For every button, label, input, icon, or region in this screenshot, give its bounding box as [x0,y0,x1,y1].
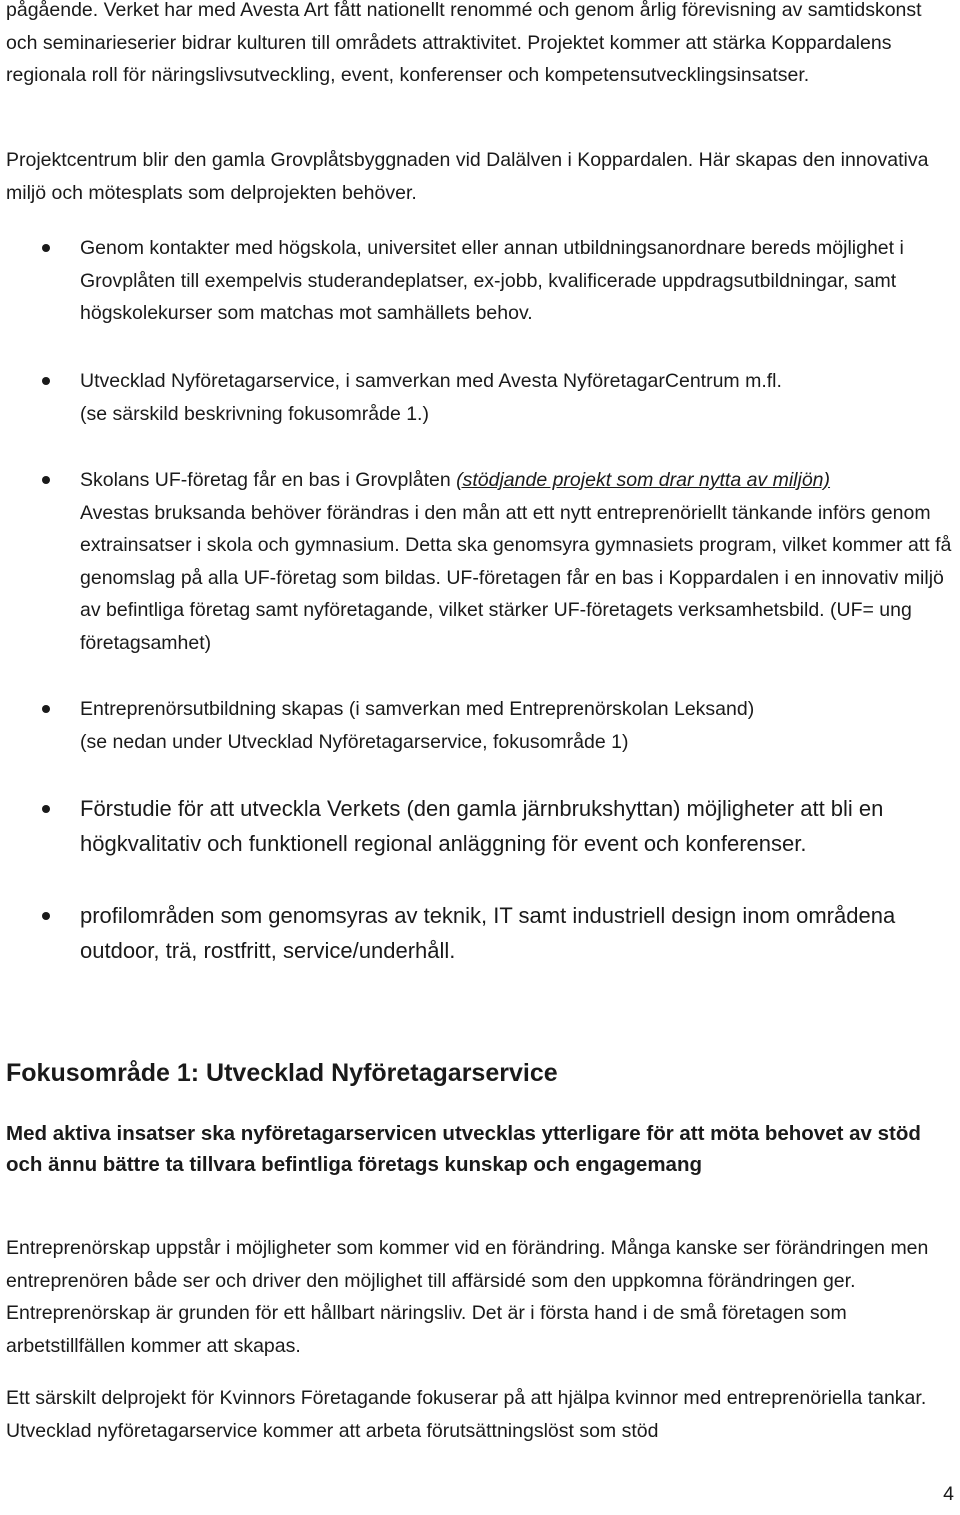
women-enterprise-paragraph: Ett särskilt delprojekt för Kvinnors Företagande fokuserar på att hjälpa kvinnor med entreprenöriella tankar. Utvecklad nyföretagarservice kommer att arbeta förutsättningslöst som stöd [6,1387,927,1442]
list-item-text: (se nedan under Utvecklad Nyföretagarservice, fokusområde 1) [80,730,629,753]
bullet-icon [42,476,50,484]
list-item [80,232,956,330]
list-item [80,791,956,861]
list-item-text: profilområden som genomsyras av teknik, IT samt industriell design inom områdena outdoor, trä, rostfritt, service/underhåll. [80,903,896,963]
list-item [80,693,956,758]
intro-paragraph: pågående. Verket har med Avesta Art fått nationellt renommé och genom årlig förevisning av samtidskonst och seminarieserier bidrar kulturen till områdets attraktivitet. Projektet kommer att stärka Koppardalens regionala roll för näringslivsutveckling, event, konferenser och kompetensutvecklingsinsatser. [6,0,922,86]
supporting-project-note: (stödjande projekt som drar nytta av miljön) [456,469,831,491]
list-item-text: Skolans UF-företag får en bas i Grovplåten [80,469,457,491]
list-item-text: Förstudie för att utveckla Verkets (den gamla järnbrukshyttan) möjligheter att bli en högkvalitativ och funktionell regional anläggning för event och konferenser. [80,796,884,856]
list-item [80,464,956,659]
list-item-text: Genom kontakter med högskola, universitet eller annan utbildningsanordnare bereds möjlighet i Grovplåten till exempelvis studerandeplatser, ex-jobb, kvalificerade uppdragsutbildningar, samt högskolekurser som matchas mot samhällets behov. [80,237,904,324]
bullet-icon [42,805,50,813]
list-item-first-line [80,464,956,497]
list-item-text: (se särskild beskrivning fokusområde 1.) [80,402,429,425]
section-heading: Fokusområde 1: Utvecklad Nyföretagarservice [6,1059,558,1087]
section-subheading: Med aktiva insatser ska nyföretagarservicen utvecklas ytterligare för att möta behovet av stöd och ännu bättre ta tillvara befintliga företags kunskap och engagemang [6,1122,921,1176]
list-item-text: Entreprenörsutbildning skapas (i samverkan med Entreprenörskolan Leksand) [80,698,755,720]
list-item [80,898,956,968]
bullet-icon [42,377,50,385]
bullet-icon [42,244,50,252]
bullet-icon [42,912,50,920]
entrepreneurship-paragraph: Entreprenörskap uppstår i möjligheter som kommer vid en förändring. Många kanske ser förändringen men entreprenören både ser och driver den möjlighet till affärsidé som den uppkomna förändringen ger. Entreprenörskap är grunden för ett hållbart näringsliv. Det är i första hand i de små företagen som arbetstillfällen kommer att skapas. [6,1237,929,1357]
page-number: 4 [943,1483,954,1505]
bullet-icon [42,705,50,713]
list-item [80,365,956,430]
list-item-text: Utvecklad Nyföretagarservice, i samverkan med Avesta NyföretagarCentrum m.fl. [80,370,782,392]
project-center-paragraph: Projektcentrum blir den gamla Grovplåtsbyggnaden vid Dalälven i Koppardalen. Här skapas den innovativa miljö och mötesplats som delprojekten behöver. [6,149,929,204]
list-item-text: Avestas bruksanda behöver förändras i den mån att ett nytt entreprenöriellt tänkande införs genom extrainsatser i skola och gymnasium. Detta ska genomsyra gymnasiets program, vilket kommer att få genomslag på alla UF-företag som bildas. UF-företagen får en bas i Koppardalen i en innovativ miljö av befintliga företag samt nyföretagande, vilket stärker UF-företagets verksamhetsbild. (UF= ung företagsamhet) [80,501,952,654]
